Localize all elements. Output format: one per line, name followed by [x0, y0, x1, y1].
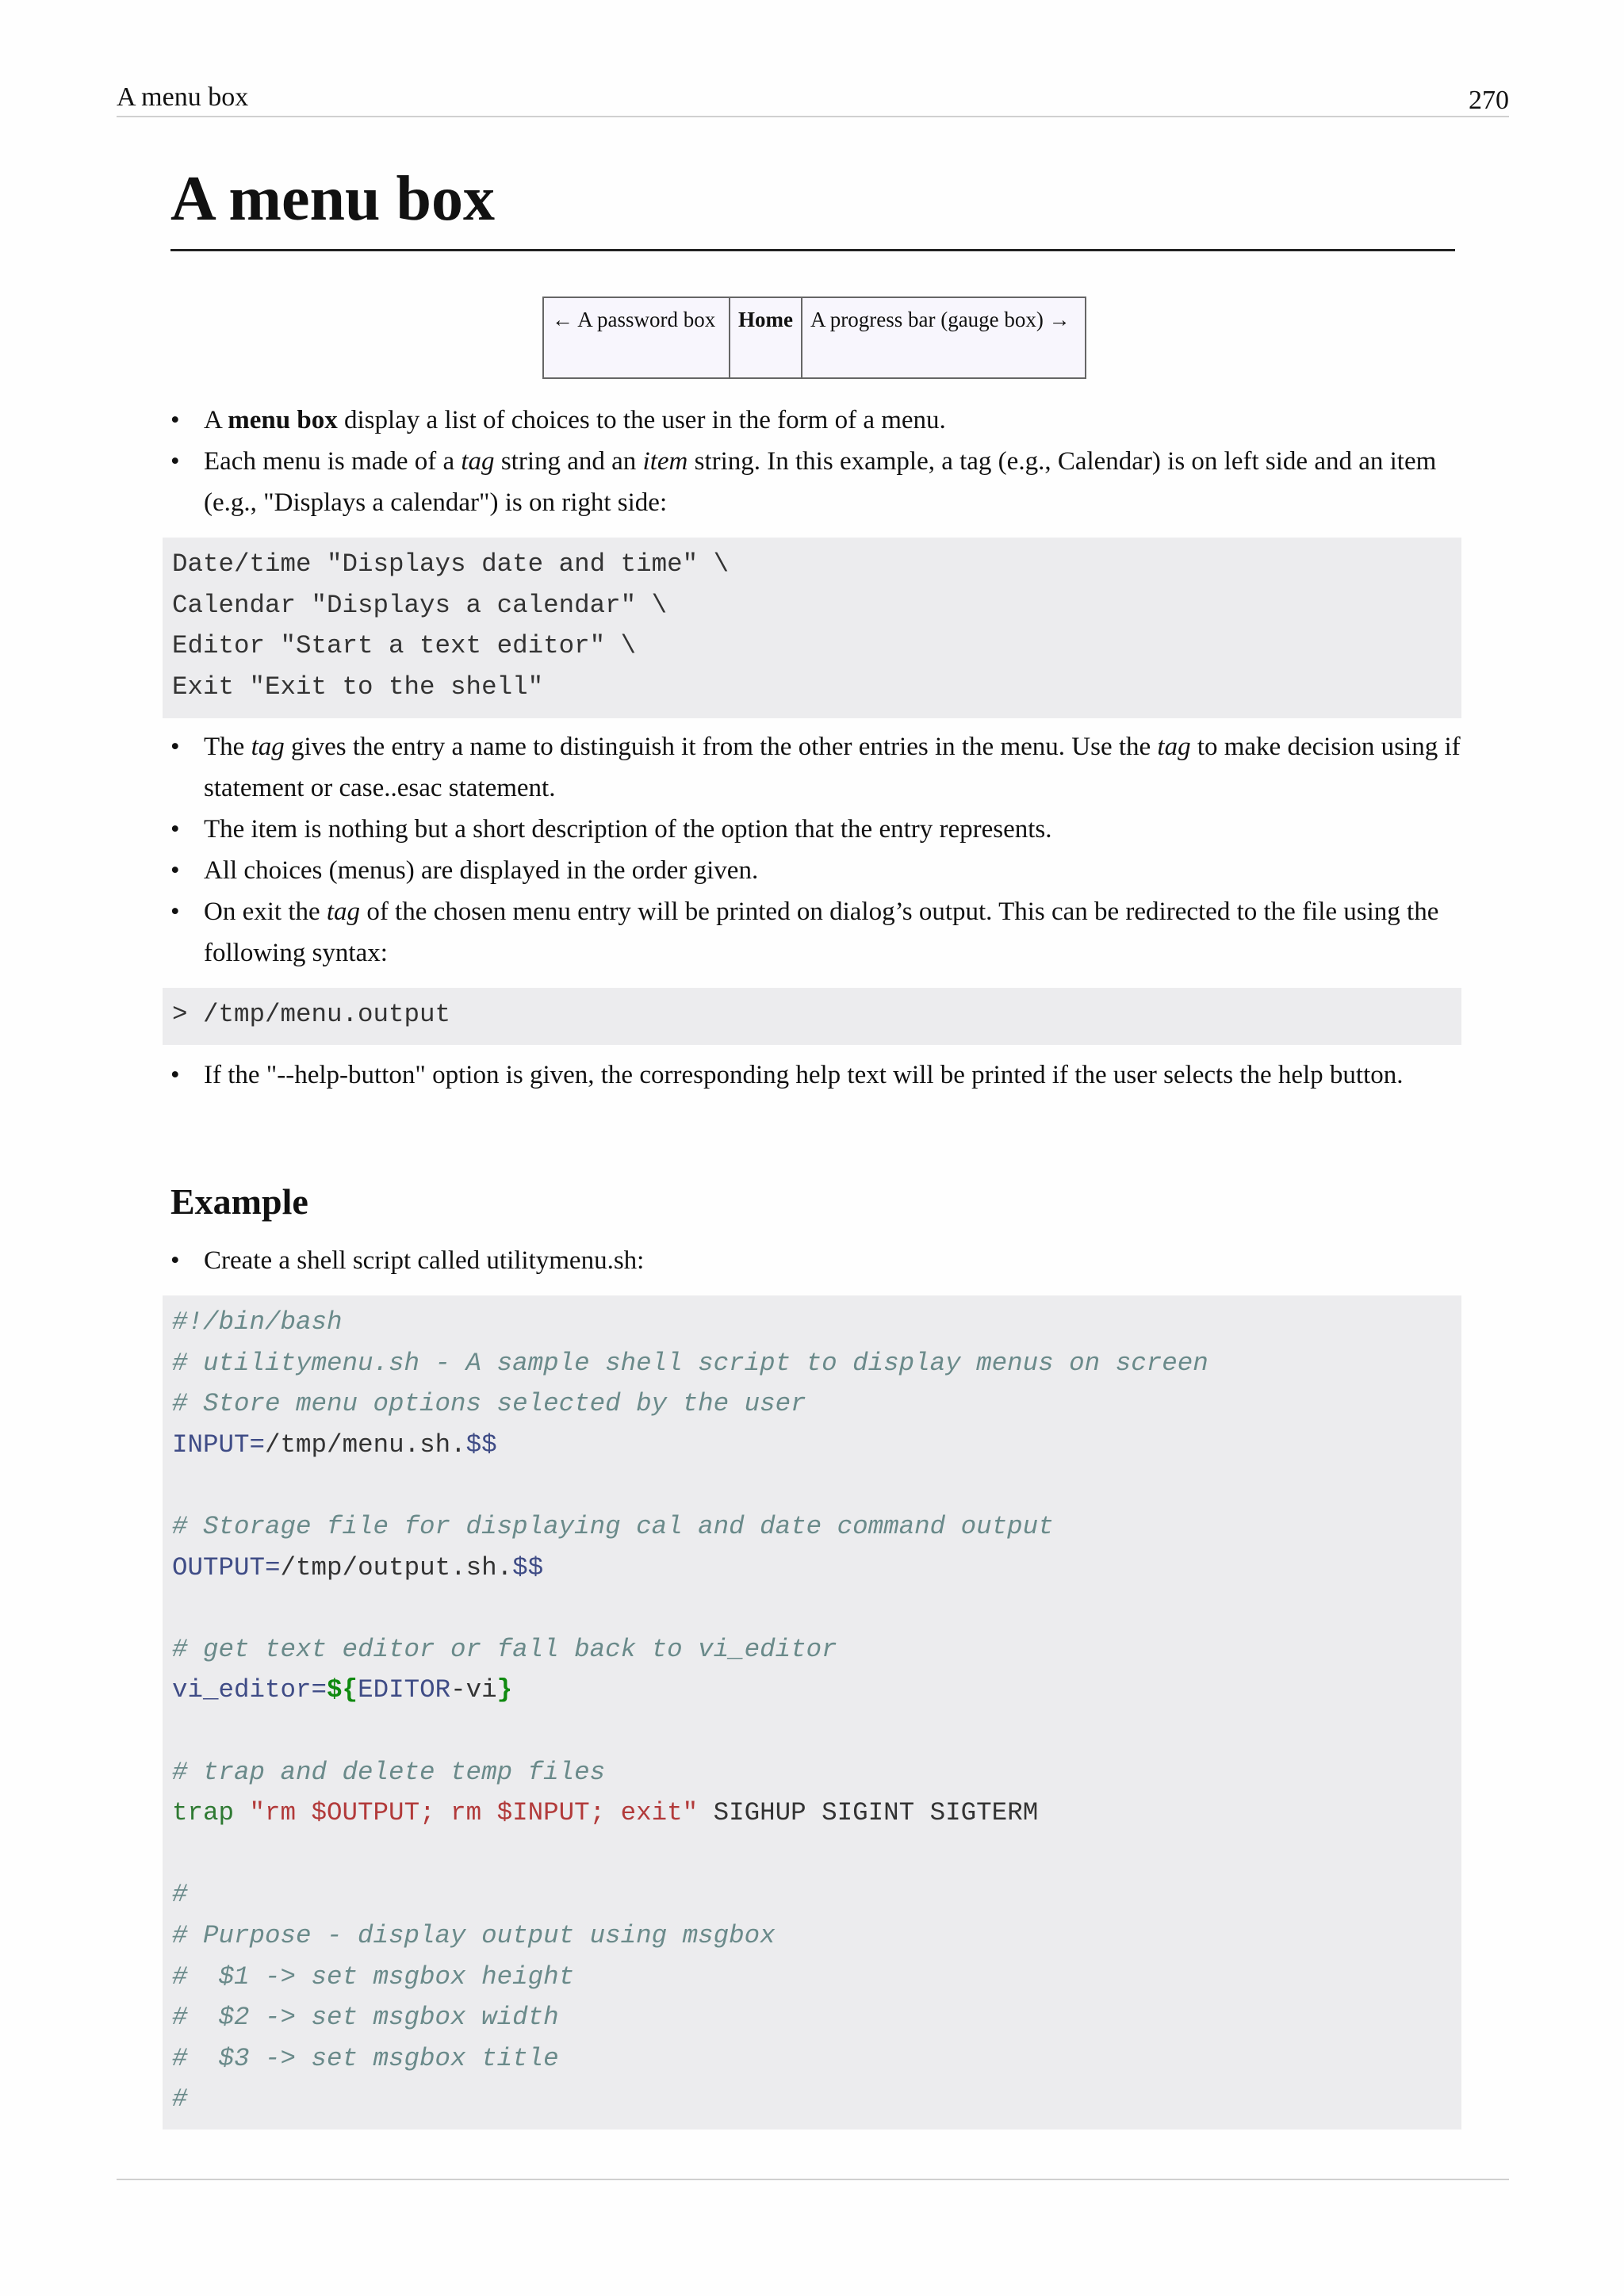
- text-run: gives the entry a name to distinguish it from the other entries in the menu. Use the: [284, 733, 1158, 761]
- code-line: [172, 1383, 1452, 1425]
- text-run: If the "--help-button" option is given, the corresponding help text will be printed if the user selects the help button.: [204, 1061, 1404, 1089]
- text-run: tag: [1157, 733, 1191, 761]
- text-run: Each menu is made of a: [204, 447, 462, 476]
- text-run: of the chosen menu entry will be printed on dialog’s output. This can be redirected to the file using the following syntax:: [204, 897, 1439, 967]
- text-run: On exit the: [204, 897, 327, 926]
- code-line: [172, 544, 1452, 585]
- text-run: The: [204, 733, 251, 761]
- intro-bullets: [170, 400, 1471, 523]
- code-line: [172, 1548, 1452, 1589]
- list-item: [170, 441, 1471, 523]
- code-line: [172, 1465, 1452, 1506]
- code-line: [172, 1588, 1452, 1629]
- text-run: to make decision using if statement or case..esac statement.: [204, 733, 1461, 802]
- code-token: # $1 -> set msgbox height: [172, 1961, 575, 1992]
- code-token: # utilitymenu.sh - A sample shell script to display menus on screen: [172, 1348, 1208, 1378]
- section-heading-example: Example: [170, 1181, 308, 1222]
- code-line: [172, 1425, 1452, 1466]
- code-line: [172, 1670, 1452, 1711]
- text-run: The item is nothing but a short description of the option that the entry represents.: [204, 815, 1052, 844]
- list-item: [170, 726, 1471, 809]
- text-run: All choices (menus) are displayed in the order given.: [204, 856, 759, 885]
- code-line: [172, 2038, 1452, 2080]
- code-token: =: [311, 1675, 327, 1705]
- text-run: tag: [326, 897, 361, 926]
- code-block-utilitymenu-script: [163, 1295, 1461, 2130]
- code-line: [172, 1752, 1452, 1793]
- code-token: Calendar "Displays a calendar" \: [172, 590, 668, 620]
- code-token: }: [496, 1675, 513, 1705]
- text-run: Create a shell script called utilitymenu.sh:: [204, 1246, 645, 1275]
- code-token: /tmp/output.sh.: [280, 1552, 513, 1582]
- code-token: =: [265, 1552, 281, 1582]
- running-head-title: A menu box: [117, 82, 249, 112]
- code-token: #: [172, 2084, 188, 2114]
- code-token: #: [172, 1880, 188, 1910]
- page-title: A menu box: [170, 155, 1455, 251]
- home-link[interactable]: Home: [730, 297, 802, 378]
- code-token: vi_editor: [172, 1675, 312, 1705]
- code-token: # Storage file for displaying cal and date command output: [172, 1511, 1054, 1541]
- list-item: [170, 809, 1471, 850]
- code-token: Date/time "Displays date and time" \: [172, 549, 730, 579]
- article-nav-table: [542, 297, 1086, 379]
- text-run: tag: [461, 447, 495, 476]
- footer-rule: [117, 2179, 1509, 2180]
- code-token: [234, 1798, 250, 1827]
- code-line: [172, 1506, 1452, 1548]
- code-line: [172, 2079, 1452, 2120]
- text-run: menu box: [228, 406, 338, 434]
- code-token: # $3 -> set msgbox title: [172, 2043, 559, 2073]
- code-token: SIGHUP SIGINT SIGTERM: [698, 1798, 1039, 1828]
- list-item: [170, 1240, 1471, 1281]
- code-token: # Store menu options selected by the user: [172, 1389, 806, 1419]
- code-token: trap: [172, 1798, 235, 1828]
- code-token: -vi: [450, 1675, 497, 1705]
- text-run: display a list of choices to the user in the form of a menu.: [337, 406, 946, 434]
- code-line: [172, 667, 1452, 708]
- code-line: [172, 585, 1452, 626]
- code-line: [172, 626, 1452, 667]
- code-token: /tmp/menu.sh.: [265, 1429, 466, 1460]
- code-token: # Purpose - display output using msgbox: [172, 1920, 776, 1950]
- code-line: [172, 1793, 1452, 1834]
- code-line: [172, 1629, 1452, 1670]
- detail-bullets: [170, 726, 1471, 974]
- text-run: string and an: [494, 447, 643, 476]
- code-line: [172, 1997, 1452, 2038]
- code-token: Exit "Exit to the shell": [172, 672, 544, 702]
- code-line: [172, 1915, 1452, 1957]
- code-token: # $2 -> set msgbox width: [172, 2003, 559, 2033]
- code-line: [172, 1343, 1452, 1384]
- code-token: # trap and delete temp files: [172, 1757, 606, 1787]
- code-token: > /tmp/menu.output: [172, 1000, 451, 1029]
- list-item: [170, 400, 1471, 441]
- code-token: "rm $OUTPUT; rm $INPUT; exit": [249, 1798, 699, 1828]
- code-token: INPUT: [172, 1429, 250, 1460]
- code-line: [172, 1834, 1452, 1875]
- help-bullets: [170, 1054, 1471, 1096]
- code-token: #!/bin/bash: [172, 1307, 343, 1337]
- text-run: item: [642, 447, 688, 476]
- code-token: $$: [512, 1552, 544, 1582]
- code-token: $$: [465, 1429, 497, 1460]
- code-token: OUTPUT: [172, 1552, 266, 1582]
- code-token: # get text editor or fall back to vi_editor: [172, 1634, 837, 1664]
- running-head: [117, 79, 1509, 117]
- list-item: [170, 891, 1471, 974]
- code-line: [172, 1711, 1452, 1752]
- code-token: Editor "Start a text editor" \: [172, 631, 637, 661]
- code-block-redirect: [163, 988, 1461, 1045]
- text-run: string. In this example, a tag (e.g., Calendar) is on left side and an item (e.g., "Displays a calendar") is on right side:: [204, 447, 1437, 517]
- list-item: [170, 1054, 1471, 1096]
- code-token: EDITOR: [358, 1675, 451, 1705]
- prev-article-link[interactable]: ← A password box: [543, 297, 730, 378]
- code-line: [172, 1957, 1452, 1998]
- code-line: [172, 994, 1452, 1035]
- text-run: tag: [251, 733, 285, 761]
- code-line: [172, 1302, 1452, 1343]
- page-number: 270: [1469, 86, 1509, 115]
- list-item: [170, 850, 1471, 891]
- code-line: [172, 1874, 1452, 1915]
- text-run: A: [204, 406, 228, 434]
- next-article-link[interactable]: A progress bar (gauge box) →: [802, 297, 1086, 378]
- code-block-menu-items: [163, 538, 1461, 718]
- code-token: ${: [327, 1675, 358, 1705]
- code-token: =: [249, 1429, 266, 1460]
- example-bullets: [170, 1240, 1471, 1281]
